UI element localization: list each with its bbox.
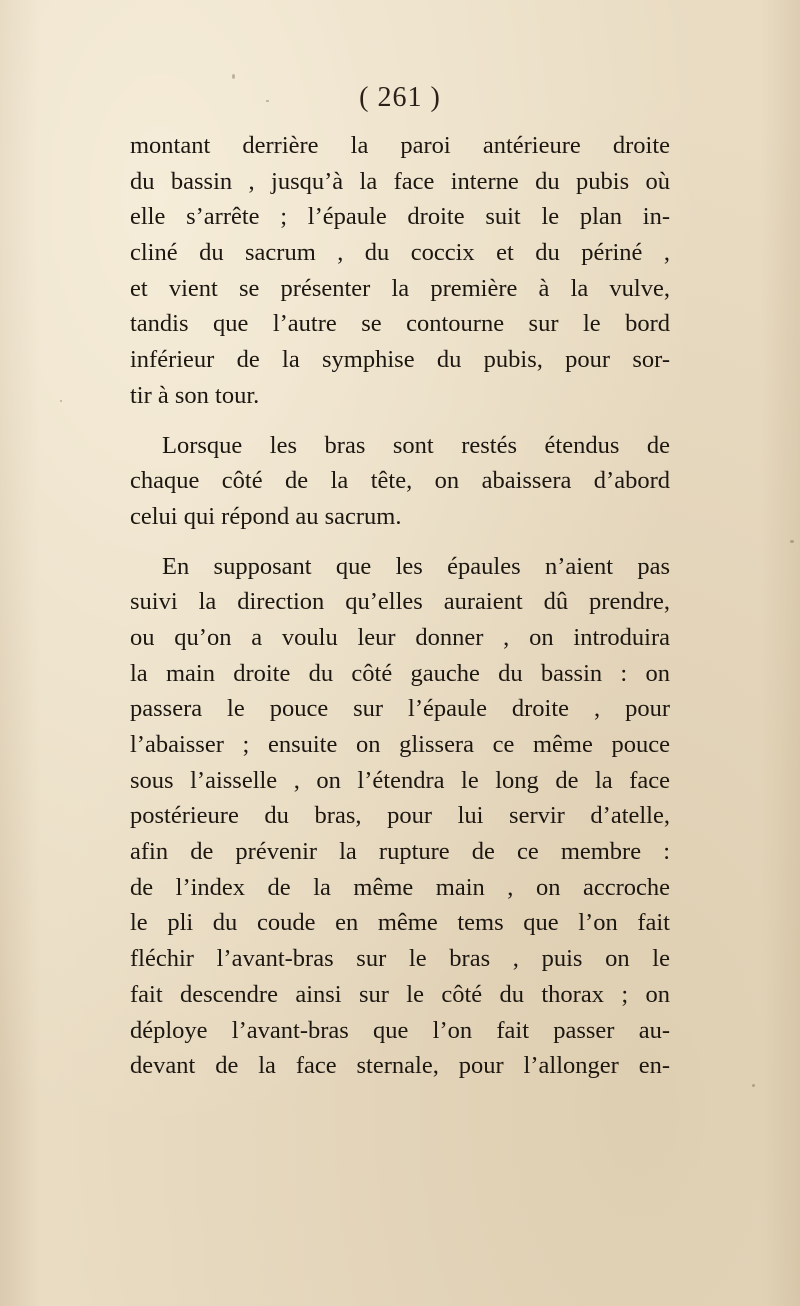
text-line: montant derrière la paroi antérieure droite: [130, 132, 670, 159]
text-line: déploye l’avant-bras que l’on fait passer au-: [130, 1016, 670, 1044]
text-line: et vient se présenter la première à la vulve,: [130, 274, 670, 302]
paper-speck: [232, 74, 235, 79]
text-line: afin de prévenir la rupture de ce membre :: [130, 838, 670, 866]
paper-speck: [790, 540, 794, 543]
paragraph-2: [130, 428, 670, 535]
text-line: postérieure du bras, pour lui servir d’atelle,: [130, 802, 670, 830]
paragraph-1: [130, 128, 670, 414]
paragraph-3: [130, 549, 670, 1084]
paper-speck: [752, 1084, 755, 1087]
text-line: cliné du sacrum , du coccix et du périné ,: [130, 239, 670, 267]
text-line: l’abaisser ; ensuite on glissera ce même pouce: [130, 731, 670, 758]
body-text: [130, 128, 670, 1084]
text-line: la main droite du côté gauche du bassin : on: [130, 659, 670, 687]
text-line: de l’index de la même main , on accroche: [130, 873, 670, 901]
text-line: elle s’arrête ; l’épaule droite suit le plan in-: [130, 203, 670, 231]
text-line: suivi la direction qu’elles auraient dû prendre,: [130, 588, 670, 616]
text-line: passera le pouce sur l’épaule droite , pour: [130, 695, 670, 723]
paper-speck: [266, 100, 269, 102]
text-line: ou qu’on a voulu leur donner , on introduira: [130, 623, 670, 651]
text-line: inférieur de la symphise du pubis, pour sor-: [130, 346, 670, 374]
paragraph-gap: [130, 414, 670, 428]
text-line: chaque côté de la tête, on abaissera d’abord: [130, 467, 670, 495]
text-line: du bassin , jusqu’à la face interne du pubis où: [130, 167, 670, 195]
text-line: Lorsque les bras sont restés étendus de: [162, 431, 670, 459]
text-line: En supposant que les épaules n’aient pas: [162, 552, 670, 580]
text-line: fléchir l’avant-bras sur le bras , puis on le: [130, 945, 670, 973]
paragraph-gap: [130, 535, 670, 549]
text-line: tir à son tour.: [130, 381, 260, 409]
text-line: devant de la face sternale, pour l’allonger en-: [130, 1052, 670, 1080]
text-line: tandis que l’autre se contourne sur le bord: [130, 310, 670, 338]
text-line: fait descendre ainsi sur le côté du thorax ; on: [130, 980, 670, 1008]
text-line: sous l’aisselle , on l’étendra le long de la face: [130, 766, 670, 794]
page-number: ( 261 ): [359, 82, 441, 113]
text-line: celui qui répond au sacrum.: [130, 502, 402, 530]
text-line: le pli du coude en même tems que l’on fait: [130, 909, 670, 937]
paper-speck: [60, 400, 62, 402]
